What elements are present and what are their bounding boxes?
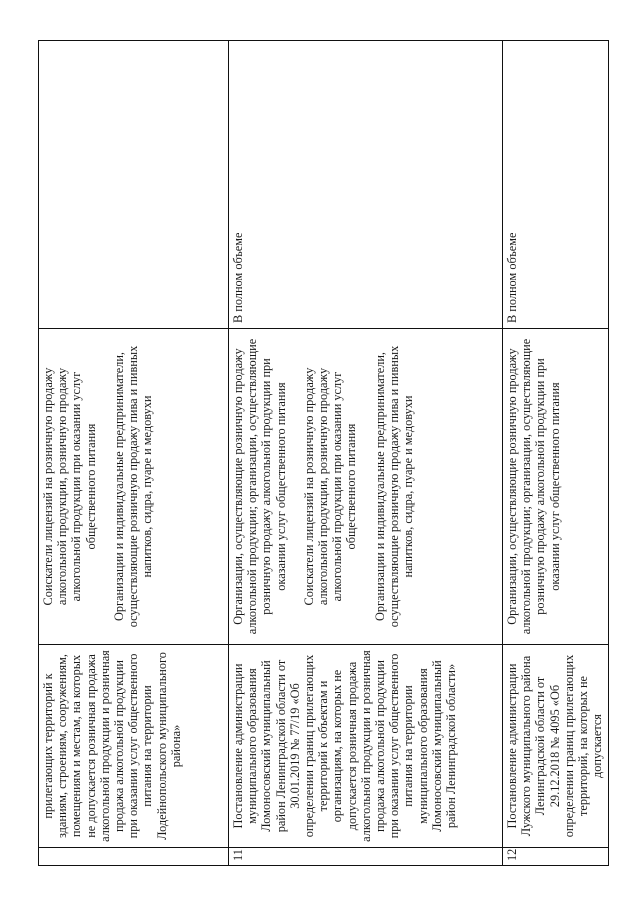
subject-item: Организации и индивидуальные предприниматели, осуществляющие розничную продажу пива и пивных напитков, сидра, пуаре и медовухи <box>372 345 416 628</box>
subject-item: Соискатели лицензий на розничную продажу алкогольной продукции, розничную продажу алкогольной продукции при оказании услуг общественного питания <box>41 367 98 606</box>
subject-item: Организации, осуществляющие розничную продажу алкогольной продукции; организации, осуществляющие розничную продажу алкогольной продукции при оказании услуг общественного питания <box>505 338 562 635</box>
subjects-cell <box>229 329 503 645</box>
document-cell: Постановление администрации Лужского муниципального района Ленинградской области от 29.12.2018 № 4095 «Об определении границ прилегающих территорий, на которых не допускается <box>503 645 609 848</box>
document-cell: прилегающих территорий к зданиям, строениям, сооружениям, помещениям и местам, на которых не допускается розничная продажа алкогольной продукции и розничная продажа алкогольной продукции при оказании услуг общественного питания на территории Лодейнопольского муниципального района» <box>39 645 229 848</box>
row-number-cell: 12 <box>503 848 609 866</box>
regulations-table <box>38 40 609 866</box>
document-cell: Постановление администрации муниципального образования Ломоносовский муниципальный район Ленинградской области от 30.01.2019 № 77/19 «Об определении границ прилегающих территорий к объектам и организациям, на которых не допускается розничная продажа алкогольной продукции и розничная продажа алкогольной продукции при оказании услуг общественного питания на территории муниципального образования Ломоносовский муниципальный район Ленинградской области» <box>229 645 503 848</box>
row-number-cell: 11 <box>229 848 503 866</box>
subjects-cell <box>39 329 229 645</box>
subjects-cell <box>503 329 609 645</box>
table-row <box>39 41 229 866</box>
row-number-cell <box>39 848 229 866</box>
volume-cell: В полном объеме <box>503 41 609 329</box>
table-row <box>229 41 503 866</box>
table-row <box>503 41 609 866</box>
rotated-table-wrapper <box>38 41 608 866</box>
subject-item: Соискатели лицензий на розничную продажу алкогольной продукции, розничную продажу алкогольной продукции при оказании услуг общественного питания <box>301 367 359 606</box>
volume-cell <box>39 41 229 329</box>
volume-cell: В полном объеме <box>229 41 503 329</box>
subject-item: Организации и индивидуальные предприниматели, осуществляющие розничную продажу пива и пивных напитков, сидра, пуаре и медовухи <box>111 345 155 628</box>
subject-item: Организации, осуществляющие розничную продажу алкогольной продукции; организации, осуществляющие розничную продажу алкогольной продукции при оказании услуг общественного питания <box>231 338 288 635</box>
